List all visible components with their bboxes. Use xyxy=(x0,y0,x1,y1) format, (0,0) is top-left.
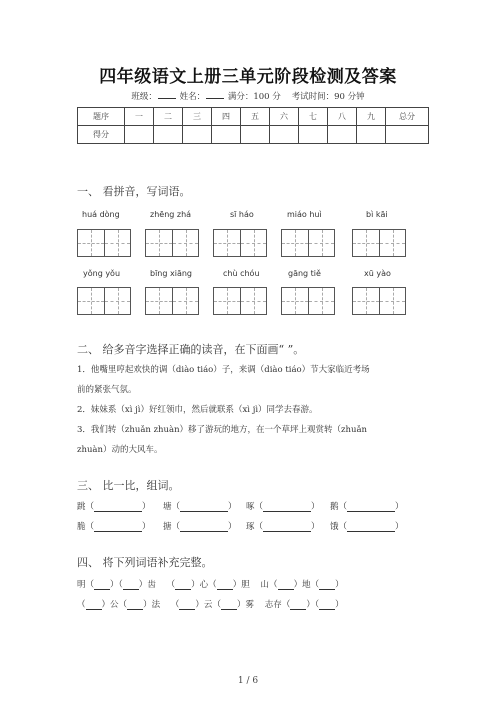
writing-grid[interactable] xyxy=(213,229,267,257)
compare-item: 塘（ ） xyxy=(163,502,237,512)
header-cell: 七 xyxy=(299,108,328,126)
score-table xyxy=(77,107,429,144)
compare-item: 鹅（ ） xyxy=(330,502,404,512)
answer-blank[interactable] xyxy=(278,589,294,590)
score-cell[interactable] xyxy=(328,126,357,144)
pinyin: sī háo xyxy=(230,210,254,219)
answer-blank[interactable] xyxy=(217,589,233,590)
question-line: 3．我们转（zhuǎn zhuàn）移了游玩的地方，在一个草坪上观赏转（zhuǎn xyxy=(77,425,368,435)
writing-grid[interactable] xyxy=(145,229,199,257)
score-cell[interactable] xyxy=(270,126,299,144)
pinyin: yǒng yǒu xyxy=(83,269,121,278)
score-cell[interactable] xyxy=(386,126,429,144)
answer-blank[interactable] xyxy=(179,609,195,610)
header-cell: 五 xyxy=(241,108,270,126)
section3-heading: 三、 比一比，组词。 xyxy=(77,479,180,492)
writing-grid[interactable] xyxy=(352,229,406,257)
page-number: 1 / 6 xyxy=(237,676,259,686)
pinyin: zhēng zhá xyxy=(150,210,192,219)
writing-grid[interactable] xyxy=(77,287,131,315)
answer-blank[interactable] xyxy=(319,589,335,590)
document-title: 四年级语文上册三单元阶段检测及答案 xyxy=(99,67,397,87)
answer-blank[interactable] xyxy=(180,531,228,532)
idiom-row: 明（ ）（ ）齿 （ ）心（ ）胆 山（ ）地（ ） xyxy=(77,580,344,590)
score-cell[interactable] xyxy=(241,126,270,144)
exam-time: 考试时间：90 分钟 xyxy=(291,92,365,102)
pinyin: huá dòng xyxy=(82,210,120,219)
answer-blank[interactable] xyxy=(127,609,143,610)
pinyin: bì kāi xyxy=(366,210,388,219)
score-cell[interactable] xyxy=(125,126,154,144)
question-line: 2．妹妹系（xì jì）好红领巾，然后就联系（xì jì）同学去春游。 xyxy=(77,405,318,415)
writing-grid[interactable] xyxy=(352,287,406,315)
answer-blank[interactable] xyxy=(175,589,191,590)
score-cell[interactable] xyxy=(154,126,183,144)
header-cell: 三 xyxy=(183,108,212,126)
answer-blank[interactable] xyxy=(123,589,139,590)
question-line: zhuàn）动的大风车。 xyxy=(77,445,163,455)
exam-info-line xyxy=(0,90,496,102)
compare-item: 琢（ ） xyxy=(246,522,320,532)
header-cell: 一 xyxy=(125,108,154,126)
writing-grid[interactable] xyxy=(77,229,131,257)
score-row-label: 得分 xyxy=(78,126,125,144)
question-line: 前的紧张气氛。 xyxy=(77,385,137,395)
pinyin: xū yào xyxy=(364,269,391,278)
name-label: 姓名： xyxy=(179,92,206,102)
answer-blank[interactable] xyxy=(347,511,395,512)
full-score: 满分：100 分 xyxy=(227,92,281,102)
writing-grid[interactable] xyxy=(145,287,199,315)
answer-blank[interactable] xyxy=(263,531,311,532)
score-cell[interactable] xyxy=(357,126,386,144)
score-table-header-row xyxy=(78,108,429,126)
header-cell: 六 xyxy=(270,108,299,126)
writing-grid[interactable] xyxy=(213,287,267,315)
score-cell[interactable] xyxy=(212,126,241,144)
answer-blank[interactable] xyxy=(94,511,142,512)
answer-blank[interactable] xyxy=(290,609,306,610)
writing-grid[interactable] xyxy=(281,287,335,315)
name-blank xyxy=(206,98,224,99)
idiom-row: （ ）公（ ）法 （ ）云（ ）雾 志存（ ）（ ） xyxy=(77,600,344,610)
header-cell: 九 xyxy=(357,108,386,126)
answer-blank[interactable] xyxy=(180,511,228,512)
section2-heading: 二、 给多音字选择正确的读音，在下面画“ ”。 xyxy=(77,343,305,356)
pinyin: bīng xiāng xyxy=(150,269,192,278)
answer-blank[interactable] xyxy=(347,531,395,532)
answer-blank[interactable] xyxy=(94,531,142,532)
pinyin: chù chóu xyxy=(223,269,260,278)
score-table-score-row xyxy=(78,126,429,144)
compare-item: 啄（ ） xyxy=(246,502,320,512)
compare-item: 搪（ ） xyxy=(163,522,237,532)
score-cell[interactable] xyxy=(183,126,212,144)
answer-blank[interactable] xyxy=(86,609,102,610)
writing-grid[interactable] xyxy=(281,229,335,257)
header-cell: 题序 xyxy=(78,108,125,126)
header-cell: 二 xyxy=(154,108,183,126)
compare-item: 跳（ ） xyxy=(77,502,151,512)
section1-heading: 一、 看拼音，写词语。 xyxy=(77,185,191,198)
answer-blank[interactable] xyxy=(221,609,237,610)
compare-item: 脆（ ） xyxy=(77,522,151,532)
section4-heading: 四、 将下列词语补充完整。 xyxy=(77,556,213,569)
header-cell: 总分 xyxy=(386,108,429,126)
answer-blank[interactable] xyxy=(319,609,335,610)
answer-blank[interactable] xyxy=(94,589,110,590)
class-blank xyxy=(158,98,176,99)
answer-blank[interactable] xyxy=(263,511,311,512)
header-cell: 八 xyxy=(328,108,357,126)
compare-item: 饿（ ） xyxy=(330,522,404,532)
header-cell: 四 xyxy=(212,108,241,126)
pinyin: miáo huì xyxy=(287,210,322,219)
question-line: 1．他嘴里哼起欢快的调（diào tiáo）子，来调（diào tiáo）节大家临近考场 xyxy=(77,365,370,375)
score-cell[interactable] xyxy=(299,126,328,144)
pinyin: gāng tiě xyxy=(288,269,321,278)
class-label: 班级： xyxy=(131,92,157,102)
